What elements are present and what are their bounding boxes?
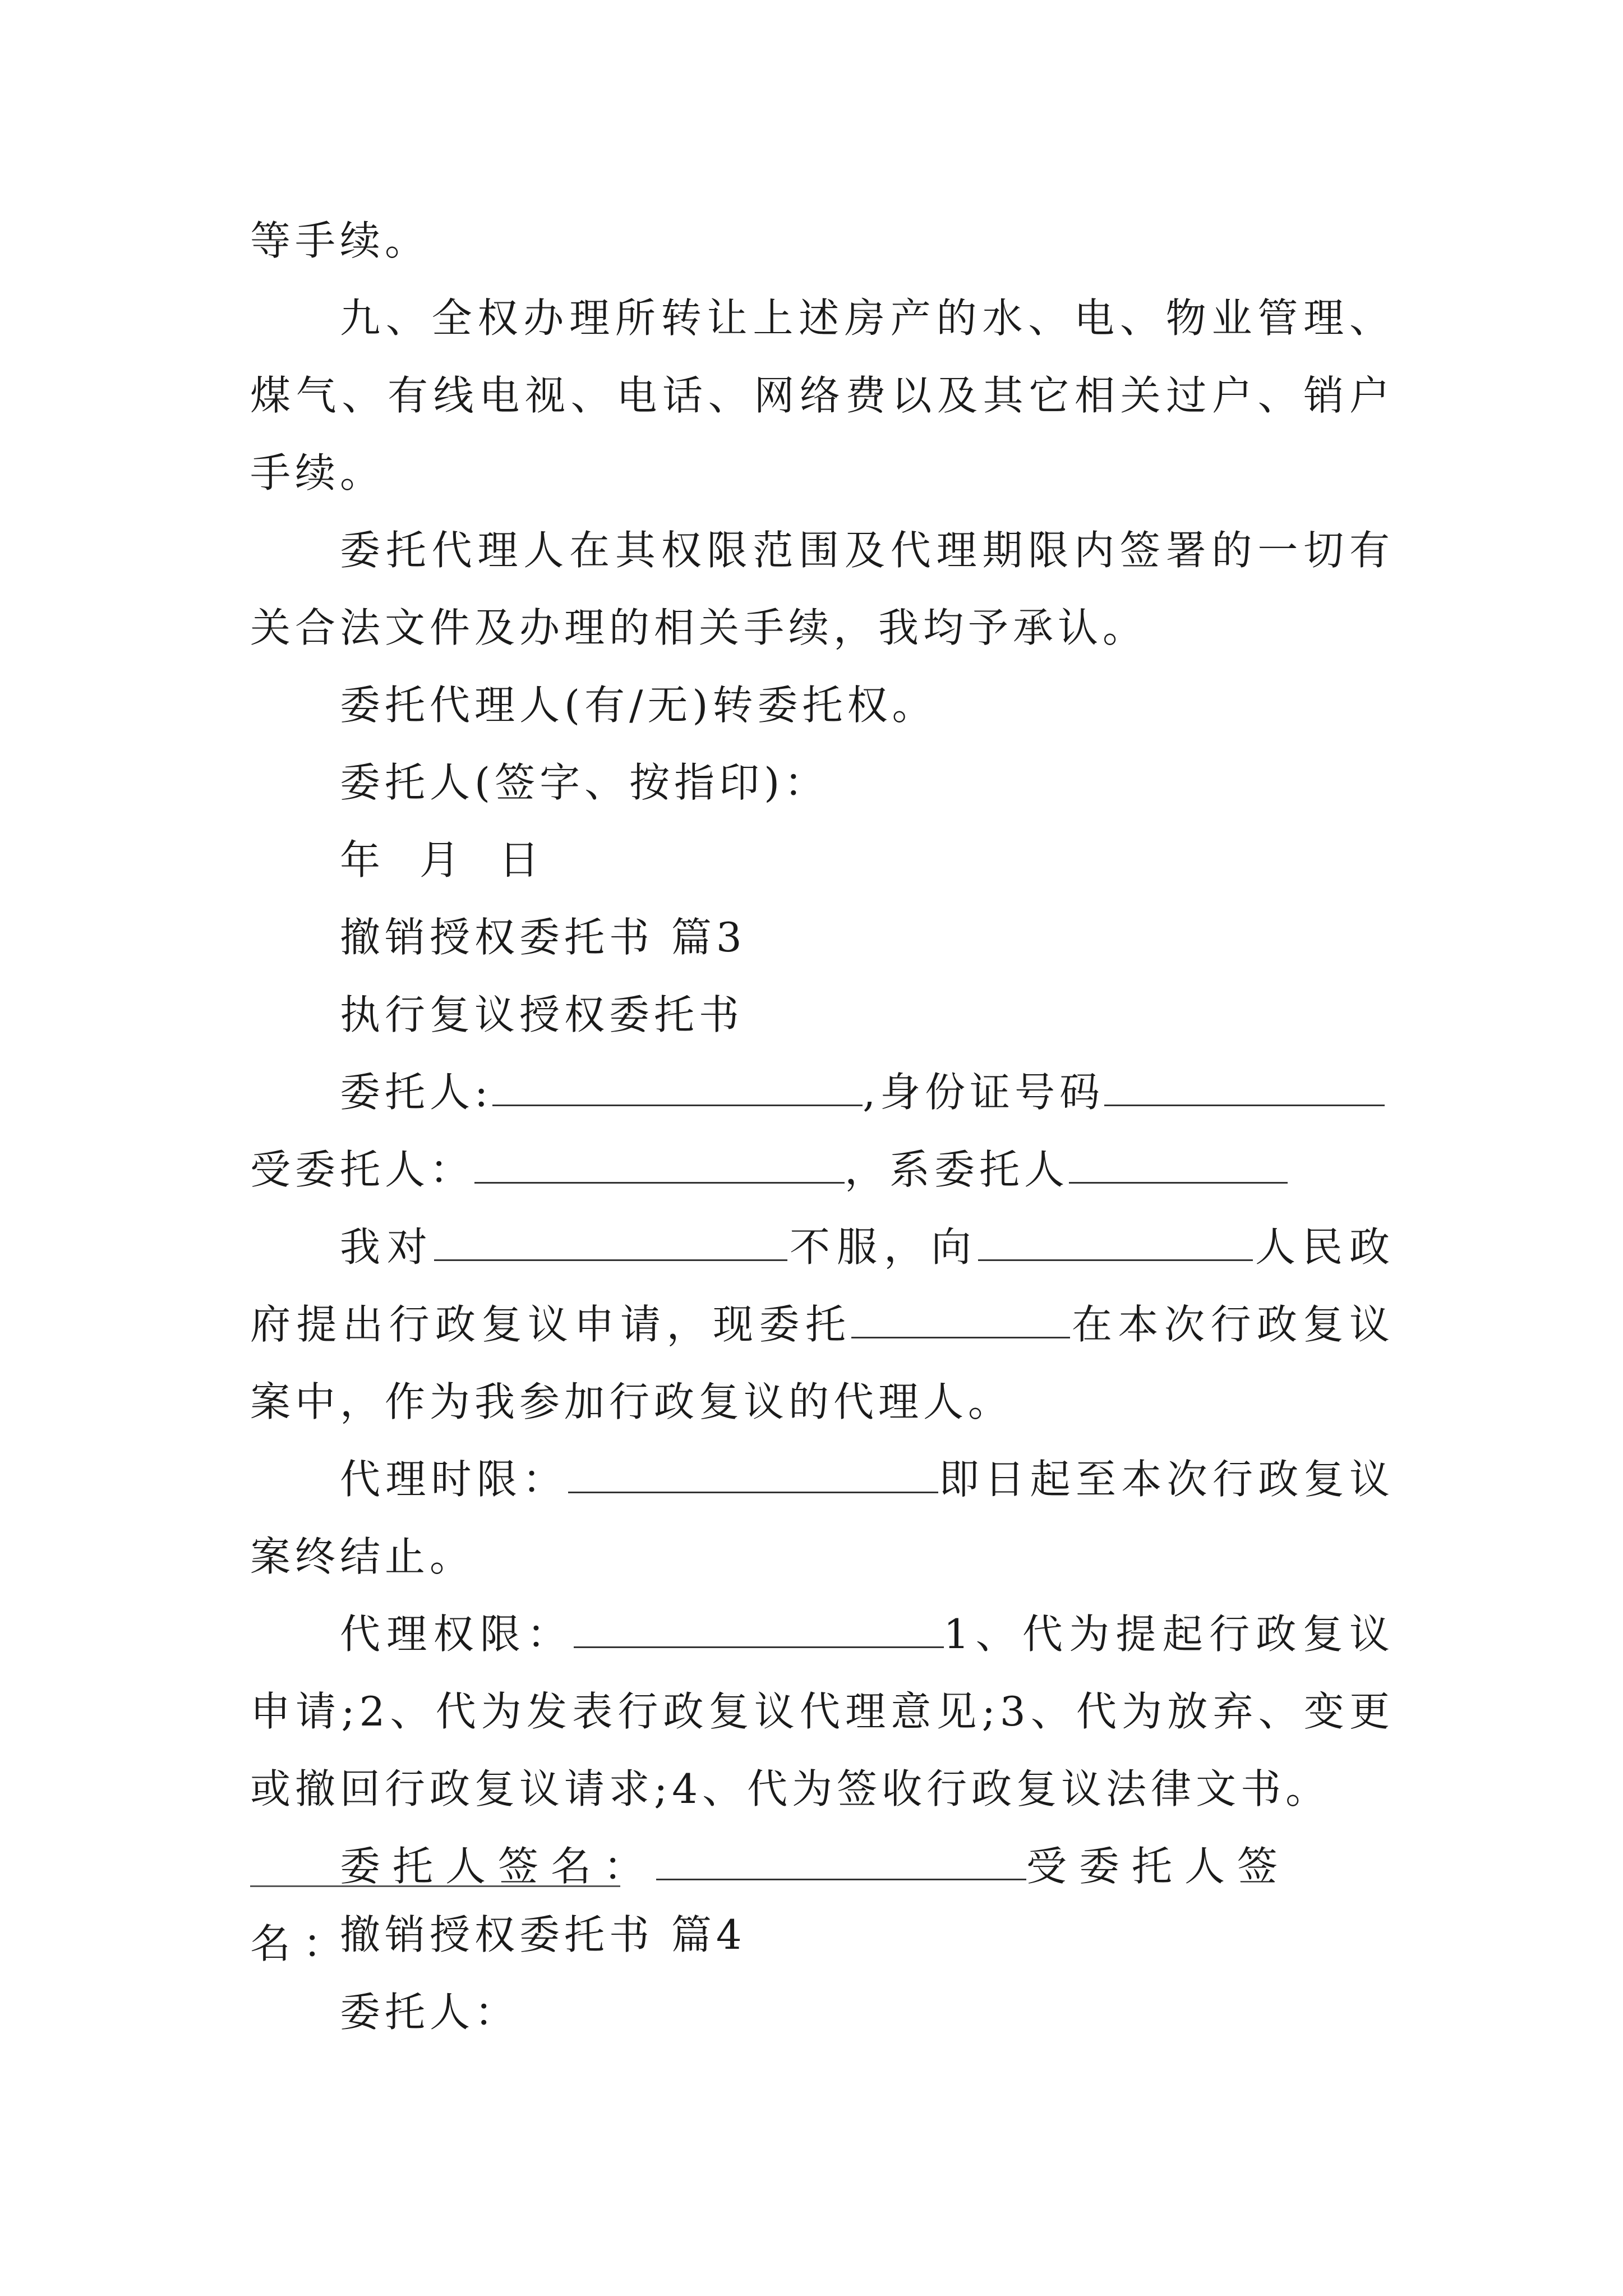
term-label: 代理时限： (340, 1456, 568, 1503)
paragraph-item-nine: 九、全权办理所转让上述房产的水、电、物业管理、煤气、有线电视、电话、网络费以及其它相关过户、销户手续。 (250, 295, 1394, 496)
scope-text: 1、代为提起行政复议申请;2、代为发表行政复议代理意见;3、代为放弃、变更或撤回行政复议请求;4、代为签收行政复议法律文书。 (250, 1611, 1394, 1812)
agent-label: 受委托人： (250, 1146, 475, 1193)
agent-sign-label: 受委托人签名： (250, 1843, 1290, 1967)
complaint-blank-government (978, 1227, 1253, 1261)
term-paragraph (250, 1441, 1394, 1595)
principal-label: 委托人: (340, 1069, 493, 1116)
complaint-paragraph (250, 1208, 1394, 1441)
relation-label: ，系委托人 (845, 1146, 1069, 1193)
principal-blank (492, 1072, 863, 1106)
paragraph-date: 年 月 日 (340, 836, 544, 884)
principal-sign-blank (656, 1846, 1026, 1880)
agent-line (250, 1131, 1394, 1208)
complaint-blank-subject (434, 1227, 787, 1261)
id-number-blank (1104, 1072, 1385, 1106)
paragraph-sub-delegation: 委托代理人(有/无)转委托权。 (340, 682, 937, 729)
term-text: 即日起至本次行政复议案终结止。 (250, 1456, 1394, 1580)
term-blank (568, 1459, 938, 1493)
scope-label: 代理权限： (340, 1611, 574, 1658)
complaint-text-b: 不服，向 (787, 1223, 978, 1271)
section-4-principal: 委托人： (340, 1989, 520, 2036)
document-body (250, 202, 1394, 1982)
scope-blank (574, 1614, 944, 1648)
document-subtitle: 执行复议授权委托书 (340, 991, 744, 1038)
agent-blank (474, 1149, 845, 1184)
principal-sign-label: 委托人签名： (340, 1843, 657, 1890)
complaint-blank-agent (851, 1304, 1070, 1338)
complaint-text-d: 在本次行政复议案中，作为我参加行政复议的代理人。 (250, 1301, 1394, 1425)
complaint-text-a: 我对 (340, 1223, 434, 1271)
signature-continuation-rule (250, 1885, 620, 1887)
section-title-4: 撤销授权委托书 篇4 (340, 1911, 746, 1958)
paragraph-acknowledgement: 委托代理人在其权限范围及代理期限内签署的一切有关合法文件及办理的相关手续，我均予承认。 (250, 527, 1394, 651)
section-4 (250, 1896, 1394, 2051)
paragraph-principal-signature: 委托人(签字、按指印)： (340, 759, 829, 806)
paragraph-continuation: 等手续。 (250, 217, 430, 264)
scope-paragraph (250, 1595, 1394, 1828)
relation-blank (1069, 1149, 1288, 1184)
complaint-text-c: 人民政府提出行政复议申请，现委托 (250, 1223, 1394, 1348)
principal-line (250, 1053, 1394, 1131)
section-title-3: 撤销授权委托书 篇3 (340, 914, 746, 961)
id-number-label: ,身份证号码 (863, 1069, 1105, 1116)
